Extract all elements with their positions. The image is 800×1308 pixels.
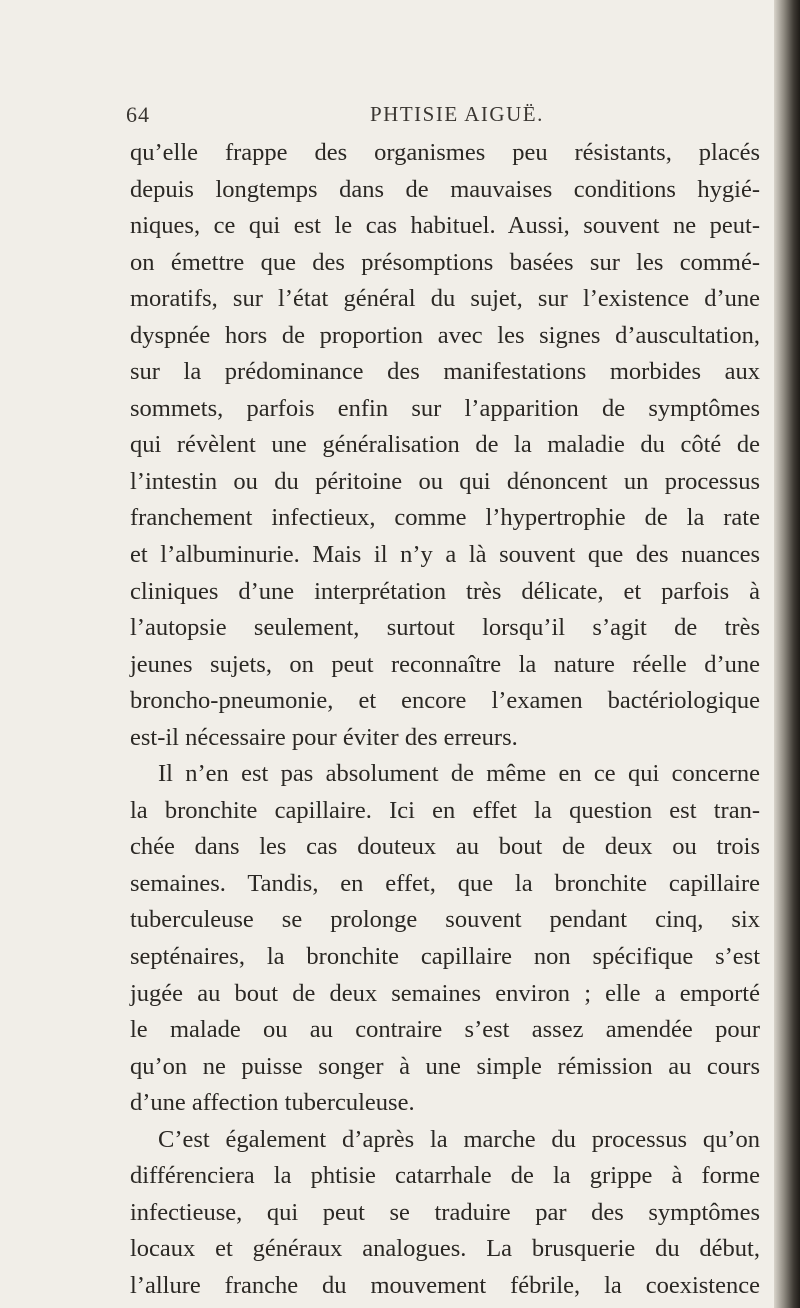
text-line: cliniques d’une interprétation très délicate, et parfois à <box>130 577 760 605</box>
text-line: moratifs, sur l’état général du sujet, sur l’existence d’une <box>130 285 760 313</box>
text-line: niques, ce qui est le cas habituel. Aussi, souvent ne peut- <box>130 212 760 240</box>
text-line: septénaires, la bronchite capillaire non spécifique s’est <box>130 943 760 971</box>
text-line: l’intestin ou du péritoine ou qui dénoncent un processus <box>130 467 760 495</box>
text-line: franchement infectieux, comme l’hypertrophie de la rate <box>130 504 760 532</box>
text-line: jugée au bout de deux semaines environ ; elle a emporté <box>130 979 760 1007</box>
text-line: infectieuse, qui peut se traduire par des symptômes <box>130 1198 760 1226</box>
text-line: broncho-pneumonie, et encore l’examen bactériologique <box>130 687 760 715</box>
text-line: qui révèlent une généralisation de la maladie du côté de <box>130 431 760 459</box>
text-line: qu’elle frappe des organismes peu résistants, placés <box>130 139 760 166</box>
page-number: 64 <box>126 102 150 127</box>
text-line: sur la prédominance des manifestations morbides aux <box>130 358 760 386</box>
body-text <box>130 135 760 1305</box>
text-line: et l’albuminurie. Mais il n’y a là souvent que des nuances <box>130 541 760 569</box>
text-line: locaux et généraux analogues. La brusquerie du début, <box>130 1235 760 1263</box>
text-line: depuis longtemps dans de mauvaises conditions hygié- <box>130 175 760 203</box>
text-line: la bronchite capillaire. Ici en effet la question est tran- <box>130 796 760 824</box>
text-line: on émettre que des présomptions basées sur les commé- <box>130 248 760 276</box>
paragraph-first-line: Il n’en est pas absolument de même en ce qui concerne <box>158 760 760 788</box>
text-line: chée dans les cas douteux au bout de deux ou trois <box>130 833 760 861</box>
text-line: semaines. Tandis, en effet, que la bronchite capillaire <box>130 869 760 897</box>
text-line: tuberculeuse se prolonge souvent pendant cinq, six <box>130 906 760 934</box>
text-line: différenciera la phtisie catarrhale de la grippe à forme <box>130 1162 760 1190</box>
running-title: PHTISIE AIGUË. <box>370 102 544 126</box>
text-line: le malade ou au contraire s’est assez amendée pour <box>130 1016 760 1044</box>
paragraph-last-line: est-il nécessaire pour éviter des erreurs. <box>130 723 518 751</box>
text-line: jeunes sujets, on peut reconnaître la nature réelle d’une <box>130 650 760 678</box>
paragraph-first-line: C’est également d’après la marche du processus qu’on <box>158 1125 760 1153</box>
running-head <box>0 102 800 132</box>
paragraph-last-line: d’une affection tuberculeuse. <box>130 1089 415 1117</box>
text-line: sommets, parfois enfin sur l’apparition de symptômes <box>130 394 760 422</box>
text-line: dyspnée hors de proportion avec les signes d’auscultation, <box>130 321 760 349</box>
text-line: l’autopsie seulement, surtout lorsqu’il s’agit de très <box>130 614 760 642</box>
text-line: l’allure franche du mouvement fébrile, la coexistence <box>130 1271 760 1299</box>
page-binding-edge <box>774 0 800 1308</box>
text-line: qu’on ne puisse songer à une simple rémission au cours <box>130 1052 760 1080</box>
